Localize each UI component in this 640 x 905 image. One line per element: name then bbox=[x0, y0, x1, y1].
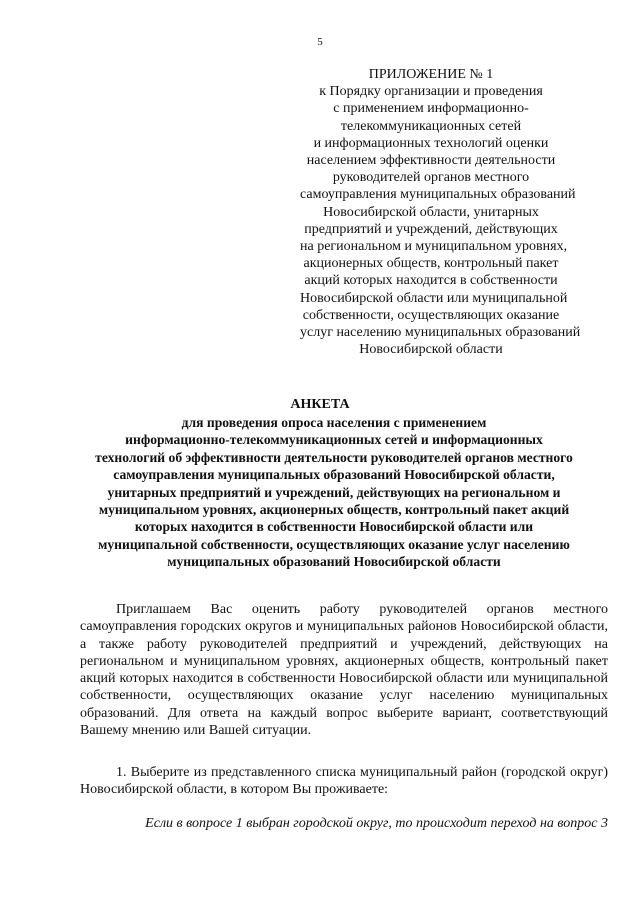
transition-note: Если в вопросе 1 выбран городской округ, то происходит переход на вопрос 3 bbox=[145, 816, 608, 831]
anketa-subtitle bbox=[60, 414, 608, 571]
anketa-subtitle-line: самоуправления муниципальных образований Новосибирской области, bbox=[113, 467, 555, 483]
appendix-line: Новосибирской области или муниципальной bbox=[300, 290, 568, 306]
appendix-line: самоуправления муниципальных образований bbox=[300, 187, 576, 203]
appendix-line: руководителей органов местного bbox=[332, 170, 530, 186]
appendix-line: Новосибирской области, унитарных bbox=[323, 204, 539, 220]
appendix-line: Новосибирской области bbox=[359, 342, 503, 358]
question-1: 1. Выберите из представленного списка муниципальный район (городской округ) Новосибирской области, в котором Вы проживаете: bbox=[80, 765, 608, 798]
appendix-line: с применением информационно- bbox=[333, 101, 529, 117]
appendix-line: собственности, осуществляющих оказание bbox=[302, 307, 560, 323]
anketa-subtitle-line: муниципальных образований Новосибирской области bbox=[167, 554, 501, 570]
appendix-line: предприятий и учреждений, действующих bbox=[304, 221, 558, 237]
appendix-line: населением эффективности деятельности bbox=[306, 153, 556, 169]
page-number: 5 bbox=[317, 36, 323, 48]
appendix-line: акционерных обществ, контрольный пакет bbox=[303, 256, 559, 272]
appendix-header bbox=[300, 66, 581, 358]
anketa-subtitle-line: муниципальном уровнях, акционерных обществ, контрольный пакет акций bbox=[98, 502, 570, 518]
anketa-subtitle-line: информационно-телекоммуникационных сетей и информационных bbox=[125, 432, 543, 448]
appendix-line: ПРИЛОЖЕНИЕ № 1 bbox=[368, 67, 494, 82]
appendix-line: телекоммуникационных сетей bbox=[340, 118, 522, 134]
anketa-subtitle-line: которых находится в собственности Новосибирской области или bbox=[134, 519, 534, 535]
anketa-subtitle-line: муниципальной собственности, осуществляющих оказание услуг населению bbox=[98, 536, 570, 552]
appendix-line: услуг населению муниципальных образований bbox=[300, 325, 581, 341]
appendix-line: к Порядку организации и проведения bbox=[319, 84, 543, 100]
anketa-subtitle-line: унитарных предприятий и учреждений, действующих на региональном и bbox=[107, 484, 561, 500]
appendix-line: на региональном и муниципальном уровнях, bbox=[300, 239, 568, 255]
appendix-line: акций которых находится в собственности bbox=[304, 273, 558, 289]
anketa-subtitle-line: технологий об эффективности деятельности руководителей органов местного bbox=[95, 449, 573, 465]
anketa-title: АНКЕТА bbox=[290, 397, 350, 412]
anketa-subtitle-line: для проведения опроса населения с применением bbox=[181, 415, 487, 430]
intro-paragraph: Приглашаем Вас оценить работу руководителей органов местного самоуправления городских округов и муниципальных районов Новосибирской области, а также работу руководителей предприятий и учреждений, действующих на региональном и муниципальном уровнях, акционерных обществ, контрольный пакет акций которых находится в собственности Новосибирской области или муниципальной собственности, осуществляющих оказание услуг населению муниципальных образований. Для ответа на каждый вопрос выберите вариант, соответствующий Вашему мнению или Вашей ситуации. bbox=[80, 602, 608, 739]
appendix-line: и информационных технологий оценки bbox=[313, 135, 549, 151]
